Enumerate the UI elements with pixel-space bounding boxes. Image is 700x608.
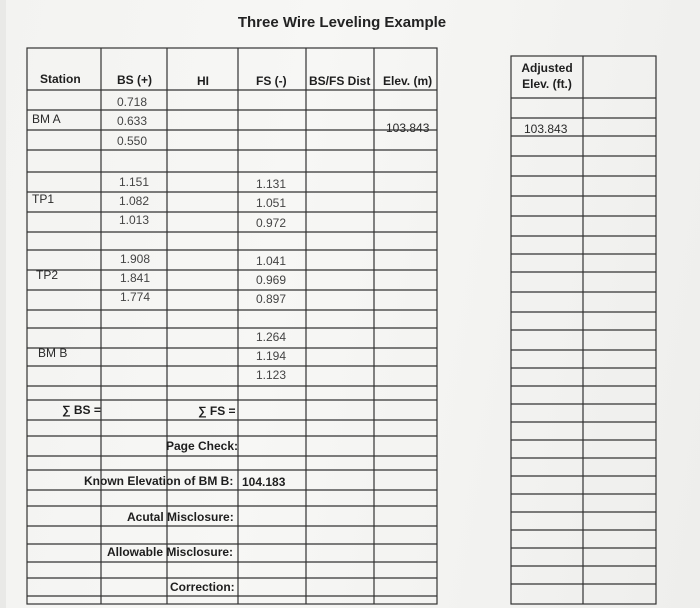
station-bm-b: BM B <box>38 346 68 360</box>
fs-value: 1.194 <box>256 349 287 363</box>
header-fs: FS (-) <box>256 74 287 88</box>
page-title: Three Wire Leveling Example <box>237 14 447 31</box>
station-tp2: TP2 <box>36 268 59 282</box>
known-elevation-value: 104.183 <box>242 475 286 489</box>
known-elevation-label: Known Elevation of BM B: <box>84 474 234 488</box>
fs-value: 1.264 <box>256 330 287 344</box>
actual-misclosure-label: Acutal Misclosure: <box>127 510 234 524</box>
fs-value: 1.123 <box>256 368 287 382</box>
bs-value: 0.550 <box>117 134 148 148</box>
adjusted-elev-bm-a: 103.843 <box>524 122 568 136</box>
adjusted-header-line1: Adjusted <box>521 61 573 75</box>
adjusted-header-line2: Elev. (ft.) <box>522 77 572 91</box>
station-tp1: TP1 <box>32 192 55 206</box>
bs-value: 1.013 <box>119 213 150 227</box>
elev-bm-a: 103.843 <box>386 121 430 135</box>
correction-label: Correction: <box>170 580 235 594</box>
sum-bs-label: ∑ BS = <box>62 403 101 417</box>
fs-value: 0.897 <box>256 292 287 306</box>
header-bs: BS (+) <box>117 73 153 87</box>
fs-value: 1.131 <box>256 177 287 191</box>
fs-value: 1.051 <box>256 196 287 210</box>
header-hi: HI <box>197 74 209 88</box>
header-bs-fs-dist: BS/FS Dist <box>309 74 371 88</box>
allowable-misclosure-label: Allowable Misclosure: <box>107 545 234 559</box>
bs-value: 0.633 <box>117 114 148 128</box>
bs-value: 1.774 <box>120 290 151 304</box>
fs-value: 1.041 <box>256 254 287 268</box>
sum-fs-label: ∑ FS = <box>198 404 236 418</box>
page-check-label: Page Check: <box>166 439 239 453</box>
bs-value: 0.718 <box>117 95 148 109</box>
header-station: Station <box>40 72 81 86</box>
bs-value: 1.841 <box>120 271 151 285</box>
bs-value: 1.151 <box>119 175 150 189</box>
fs-value: 0.972 <box>256 216 287 230</box>
adjusted-header <box>511 60 583 92</box>
station-bm-a: BM A <box>32 112 61 126</box>
bs-value: 1.908 <box>120 252 151 266</box>
header-elev: Elev. (m) <box>383 74 433 88</box>
bs-value: 1.082 <box>119 194 150 208</box>
fs-value: 0.969 <box>256 273 287 287</box>
